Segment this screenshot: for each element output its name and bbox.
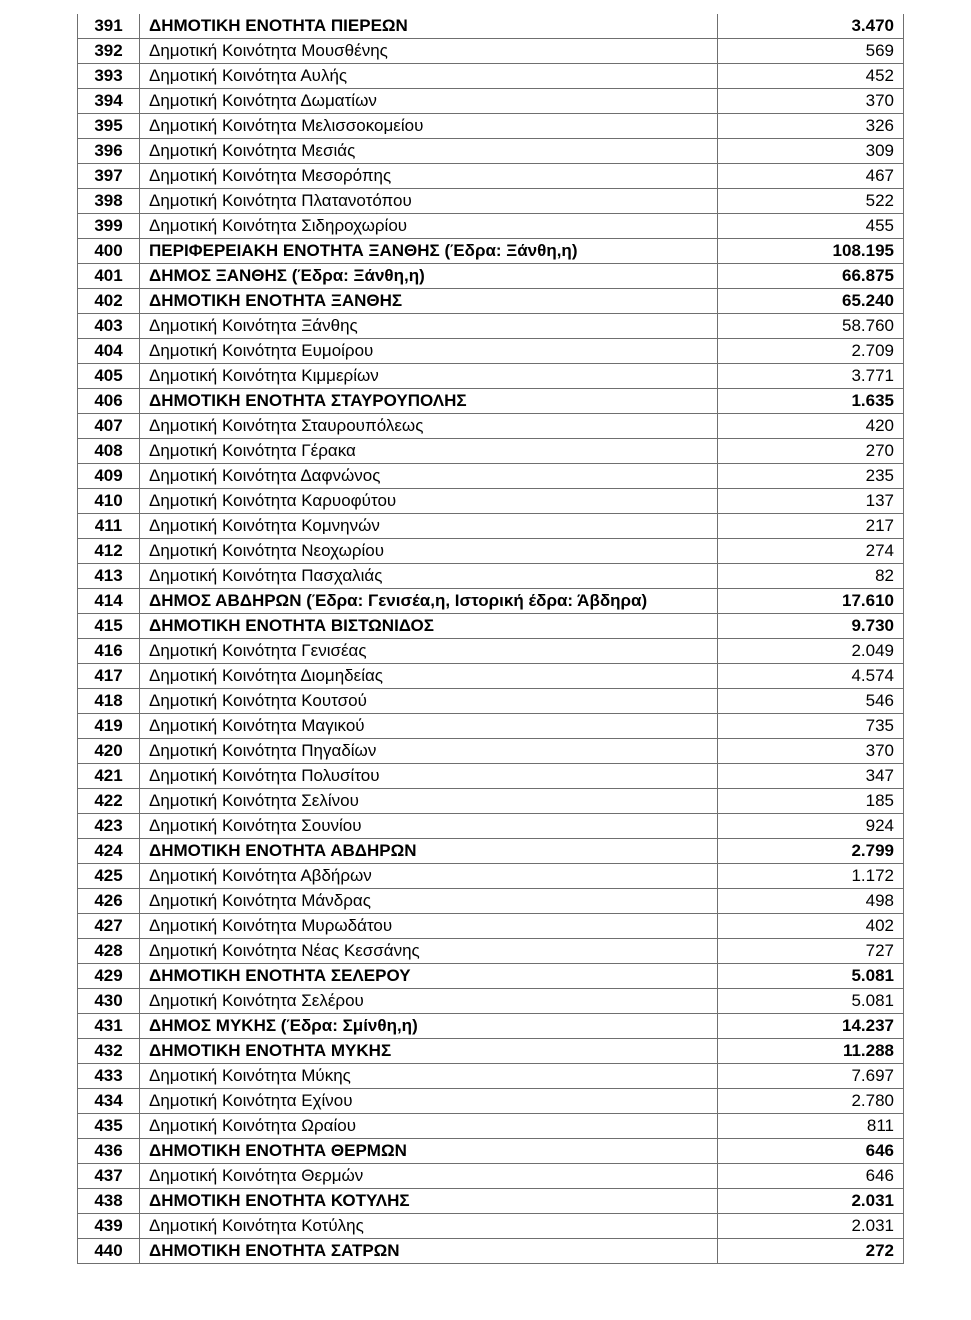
row-number-cell: 424	[78, 839, 140, 864]
population-value-cell: 217	[718, 514, 904, 539]
area-name-cell: Δημοτική Κοινότητα Ωραίου	[140, 1114, 718, 1139]
table-row	[78, 14, 904, 39]
area-name-cell: Δημοτική Κοινότητα Σταυρουπόλεως	[140, 414, 718, 439]
table-row	[78, 889, 904, 914]
table-row	[78, 839, 904, 864]
area-name-cell: Δημοτική Κοινότητα Μύκης	[140, 1064, 718, 1089]
table-row	[78, 939, 904, 964]
population-value-cell: 11.288	[718, 1039, 904, 1064]
table-row	[78, 664, 904, 689]
row-number-cell: 416	[78, 639, 140, 664]
population-value-cell: 811	[718, 1114, 904, 1139]
row-number-cell: 431	[78, 1014, 140, 1039]
area-name-cell: Δημοτική Κοινότητα Μεσορόπης	[140, 164, 718, 189]
row-number-cell: 425	[78, 864, 140, 889]
population-value-cell: 274	[718, 539, 904, 564]
row-number-cell: 402	[78, 289, 140, 314]
row-number-cell: 419	[78, 714, 140, 739]
table-row	[78, 864, 904, 889]
row-number-cell: 405	[78, 364, 140, 389]
population-value-cell: 66.875	[718, 264, 904, 289]
table-row	[78, 239, 904, 264]
population-value-cell: 17.610	[718, 589, 904, 614]
row-number-cell: 423	[78, 814, 140, 839]
row-number-cell: 440	[78, 1239, 140, 1264]
population-value-cell: 347	[718, 764, 904, 789]
table-row	[78, 814, 904, 839]
table-row	[78, 1114, 904, 1139]
row-number-cell: 397	[78, 164, 140, 189]
table-row	[78, 364, 904, 389]
area-name-cell: Δημοτική Κοινότητα Μελισσοκομείου	[140, 114, 718, 139]
row-number-cell: 408	[78, 439, 140, 464]
table-row	[78, 389, 904, 414]
table-row	[78, 89, 904, 114]
table-row	[78, 114, 904, 139]
row-number-cell: 410	[78, 489, 140, 514]
row-number-cell: 414	[78, 589, 140, 614]
population-value-cell: 5.081	[718, 964, 904, 989]
row-number-cell: 427	[78, 914, 140, 939]
table-row	[78, 914, 904, 939]
area-name-cell: Δημοτική Κοινότητα Πολυσίτου	[140, 764, 718, 789]
row-number-cell: 400	[78, 239, 140, 264]
row-number-cell: 438	[78, 1189, 140, 1214]
row-number-cell: 435	[78, 1114, 140, 1139]
row-number-cell: 436	[78, 1139, 140, 1164]
row-number-cell: 393	[78, 64, 140, 89]
population-value-cell: 3.470	[718, 14, 904, 39]
area-name-cell: Δημοτική Κοινότητα Μυρωδάτου	[140, 914, 718, 939]
area-name-cell: Δημοτική Κοινότητα Πηγαδίων	[140, 739, 718, 764]
row-number-cell: 437	[78, 1164, 140, 1189]
table-row	[78, 189, 904, 214]
population-value-cell: 402	[718, 914, 904, 939]
area-name-cell: ΔΗΜΟΣ ΞΑΝΘΗΣ (Έδρα: Ξάνθη,η)	[140, 264, 718, 289]
table-row	[78, 1064, 904, 1089]
population-table	[77, 14, 904, 1264]
area-name-cell: ΔΗΜΟΤΙΚΗ ΕΝΟΤΗΤΑ ΘΕΡΜΩΝ	[140, 1139, 718, 1164]
row-number-cell: 417	[78, 664, 140, 689]
row-number-cell: 429	[78, 964, 140, 989]
table-row	[78, 214, 904, 239]
area-name-cell: Δημοτική Κοινότητα Κοτύλης	[140, 1214, 718, 1239]
table-row	[78, 1139, 904, 1164]
row-number-cell: 411	[78, 514, 140, 539]
table-row	[78, 714, 904, 739]
row-number-cell: 401	[78, 264, 140, 289]
row-number-cell: 426	[78, 889, 140, 914]
area-name-cell: ΔΗΜΟΤΙΚΗ ΕΝΟΤΗΤΑ ΠΙΕΡΕΩΝ	[140, 14, 718, 39]
table-row	[78, 514, 904, 539]
population-value-cell: 569	[718, 39, 904, 64]
population-value-cell: 924	[718, 814, 904, 839]
table-row	[78, 164, 904, 189]
table-row	[78, 339, 904, 364]
area-name-cell: Δημοτική Κοινότητα Αβδήρων	[140, 864, 718, 889]
population-value-cell: 370	[718, 739, 904, 764]
table-row	[78, 439, 904, 464]
population-value-cell: 455	[718, 214, 904, 239]
area-name-cell: Δημοτική Κοινότητα Διομηδείας	[140, 664, 718, 689]
table-row	[78, 539, 904, 564]
row-number-cell: 406	[78, 389, 140, 414]
table-row	[78, 964, 904, 989]
population-value-cell: 326	[718, 114, 904, 139]
row-number-cell: 428	[78, 939, 140, 964]
area-name-cell: Δημοτική Κοινότητα Νέας Κεσσάνης	[140, 939, 718, 964]
table-row	[78, 64, 904, 89]
population-value-cell: 2.709	[718, 339, 904, 364]
area-name-cell: Δημοτική Κοινότητα Νεοχωρίου	[140, 539, 718, 564]
area-name-cell: Δημοτική Κοινότητα Εχίνου	[140, 1089, 718, 1114]
area-name-cell: Δημοτική Κοινότητα Δαφνώνος	[140, 464, 718, 489]
area-name-cell: Δημοτική Κοινότητα Αυλής	[140, 64, 718, 89]
population-value-cell: 546	[718, 689, 904, 714]
table-row	[78, 464, 904, 489]
population-value-cell: 58.760	[718, 314, 904, 339]
area-name-cell: Δημοτική Κοινότητα Γενισέας	[140, 639, 718, 664]
population-value-cell: 185	[718, 789, 904, 814]
population-value-cell: 1.172	[718, 864, 904, 889]
area-name-cell: ΔΗΜΟΤΙΚΗ ΕΝΟΤΗΤΑ ΜΥΚΗΣ	[140, 1039, 718, 1064]
area-name-cell: Δημοτική Κοινότητα Δωματίων	[140, 89, 718, 114]
document-page	[77, 14, 893, 1264]
population-value-cell: 4.574	[718, 664, 904, 689]
table-row	[78, 764, 904, 789]
area-name-cell: Δημοτική Κοινότητα Πασχαλιάς	[140, 564, 718, 589]
table-row	[78, 289, 904, 314]
population-value-cell: 727	[718, 939, 904, 964]
table-row	[78, 564, 904, 589]
area-name-cell: Δημοτική Κοινότητα Γέρακα	[140, 439, 718, 464]
table-row	[78, 1189, 904, 1214]
area-name-cell: Δημοτική Κοινότητα Σιδηροχωρίου	[140, 214, 718, 239]
table-row	[78, 1214, 904, 1239]
table-row	[78, 264, 904, 289]
row-number-cell: 430	[78, 989, 140, 1014]
area-name-cell: ΔΗΜΟΤΙΚΗ ΕΝΟΤΗΤΑ ΣΤΑΥΡΟΥΠΟΛΗΣ	[140, 389, 718, 414]
area-name-cell: ΔΗΜΟΤΙΚΗ ΕΝΟΤΗΤΑ ΑΒΔΗΡΩΝ	[140, 839, 718, 864]
row-number-cell: 422	[78, 789, 140, 814]
row-number-cell: 415	[78, 614, 140, 639]
area-name-cell: ΔΗΜΟΤΙΚΗ ΕΝΟΤΗΤΑ ΞΑΝΘΗΣ	[140, 289, 718, 314]
population-value-cell: 82	[718, 564, 904, 589]
area-name-cell: Δημοτική Κοινότητα Σουνίου	[140, 814, 718, 839]
table-body	[78, 14, 904, 1264]
area-name-cell: Δημοτική Κοινότητα Θερμών	[140, 1164, 718, 1189]
table-row	[78, 739, 904, 764]
row-number-cell: 409	[78, 464, 140, 489]
row-number-cell: 418	[78, 689, 140, 714]
row-number-cell: 396	[78, 139, 140, 164]
area-name-cell: ΔΗΜΟΤΙΚΗ ΕΝΟΤΗΤΑ ΒΙΣΤΩΝΙΔΟΣ	[140, 614, 718, 639]
area-name-cell: ΔΗΜΟΤΙΚΗ ΕΝΟΤΗΤΑ ΚΟΤΥΛΗΣ	[140, 1189, 718, 1214]
area-name-cell: Δημοτική Κοινότητα Σελέρου	[140, 989, 718, 1014]
population-value-cell: 498	[718, 889, 904, 914]
table-row	[78, 589, 904, 614]
row-number-cell: 404	[78, 339, 140, 364]
population-value-cell: 2.780	[718, 1089, 904, 1114]
table-row	[78, 1014, 904, 1039]
area-name-cell: Δημοτική Κοινότητα Μεσιάς	[140, 139, 718, 164]
table-row	[78, 1239, 904, 1264]
row-number-cell: 391	[78, 14, 140, 39]
area-name-cell: Δημοτική Κοινότητα Καρυοφύτου	[140, 489, 718, 514]
table-row	[78, 614, 904, 639]
area-name-cell: ΔΗΜΟΤΙΚΗ ΕΝΟΤΗΤΑ ΣΑΤΡΩΝ	[140, 1239, 718, 1264]
table-row	[78, 689, 904, 714]
table-row	[78, 1039, 904, 1064]
area-name-cell: Δημοτική Κοινότητα Κιμμερίων	[140, 364, 718, 389]
area-name-cell: Δημοτική Κοινότητα Κουτσού	[140, 689, 718, 714]
table-row	[78, 139, 904, 164]
row-number-cell: 412	[78, 539, 140, 564]
area-name-cell: Δημοτική Κοινότητα Κομνηνών	[140, 514, 718, 539]
row-number-cell: 403	[78, 314, 140, 339]
area-name-cell: Δημοτική Κοινότητα Μάνδρας	[140, 889, 718, 914]
population-value-cell: 370	[718, 89, 904, 114]
table-row	[78, 314, 904, 339]
population-value-cell: 3.771	[718, 364, 904, 389]
area-name-cell: ΔΗΜΟΣ ΑΒΔΗΡΩΝ (Έδρα: Γενισέα,η, Ιστορική έδρα: Άβδηρα)	[140, 589, 718, 614]
row-number-cell: 394	[78, 89, 140, 114]
table-row	[78, 1164, 904, 1189]
population-value-cell: 7.697	[718, 1064, 904, 1089]
row-number-cell: 413	[78, 564, 140, 589]
population-value-cell: 646	[718, 1139, 904, 1164]
population-value-cell: 65.240	[718, 289, 904, 314]
area-name-cell: Δημοτική Κοινότητα Μαγικού	[140, 714, 718, 739]
row-number-cell: 395	[78, 114, 140, 139]
population-value-cell: 1.635	[718, 389, 904, 414]
area-name-cell: Δημοτική Κοινότητα Πλατανοτόπου	[140, 189, 718, 214]
population-value-cell: 137	[718, 489, 904, 514]
population-value-cell: 2.049	[718, 639, 904, 664]
area-name-cell: ΔΗΜΟΤΙΚΗ ΕΝΟΤΗΤΑ ΣΕΛΕΡΟΥ	[140, 964, 718, 989]
population-value-cell: 2.031	[718, 1214, 904, 1239]
population-value-cell: 235	[718, 464, 904, 489]
population-value-cell: 522	[718, 189, 904, 214]
table-row	[78, 639, 904, 664]
table-row	[78, 989, 904, 1014]
population-value-cell: 14.237	[718, 1014, 904, 1039]
row-number-cell: 439	[78, 1214, 140, 1239]
row-number-cell: 420	[78, 739, 140, 764]
table-row	[78, 489, 904, 514]
row-number-cell: 421	[78, 764, 140, 789]
area-name-cell: Δημοτική Κοινότητα Ξάνθης	[140, 314, 718, 339]
population-value-cell: 309	[718, 139, 904, 164]
area-name-cell: Δημοτική Κοινότητα Σελίνου	[140, 789, 718, 814]
population-value-cell: 5.081	[718, 989, 904, 1014]
population-value-cell: 452	[718, 64, 904, 89]
population-value-cell: 270	[718, 439, 904, 464]
table-row	[78, 789, 904, 814]
population-value-cell: 9.730	[718, 614, 904, 639]
population-value-cell: 272	[718, 1239, 904, 1264]
row-number-cell: 392	[78, 39, 140, 64]
population-value-cell: 2.799	[718, 839, 904, 864]
population-value-cell: 646	[718, 1164, 904, 1189]
population-value-cell: 467	[718, 164, 904, 189]
table-row	[78, 414, 904, 439]
population-value-cell: 2.031	[718, 1189, 904, 1214]
row-number-cell: 399	[78, 214, 140, 239]
area-name-cell: ΔΗΜΟΣ ΜΥΚΗΣ (Έδρα: Σμίνθη,η)	[140, 1014, 718, 1039]
population-value-cell: 108.195	[718, 239, 904, 264]
area-name-cell: Δημοτική Κοινότητα Ευμοίρου	[140, 339, 718, 364]
row-number-cell: 434	[78, 1089, 140, 1114]
table-row	[78, 1089, 904, 1114]
area-name-cell: Δημοτική Κοινότητα Μουσθένης	[140, 39, 718, 64]
row-number-cell: 433	[78, 1064, 140, 1089]
population-value-cell: 420	[718, 414, 904, 439]
row-number-cell: 398	[78, 189, 140, 214]
row-number-cell: 432	[78, 1039, 140, 1064]
area-name-cell: ΠΕΡΙΦΕΡΕΙΑΚΗ ΕΝΟΤΗΤΑ ΞΑΝΘΗΣ (Έδρα: Ξάνθη,η)	[140, 239, 718, 264]
population-value-cell: 735	[718, 714, 904, 739]
table-row	[78, 39, 904, 64]
row-number-cell: 407	[78, 414, 140, 439]
